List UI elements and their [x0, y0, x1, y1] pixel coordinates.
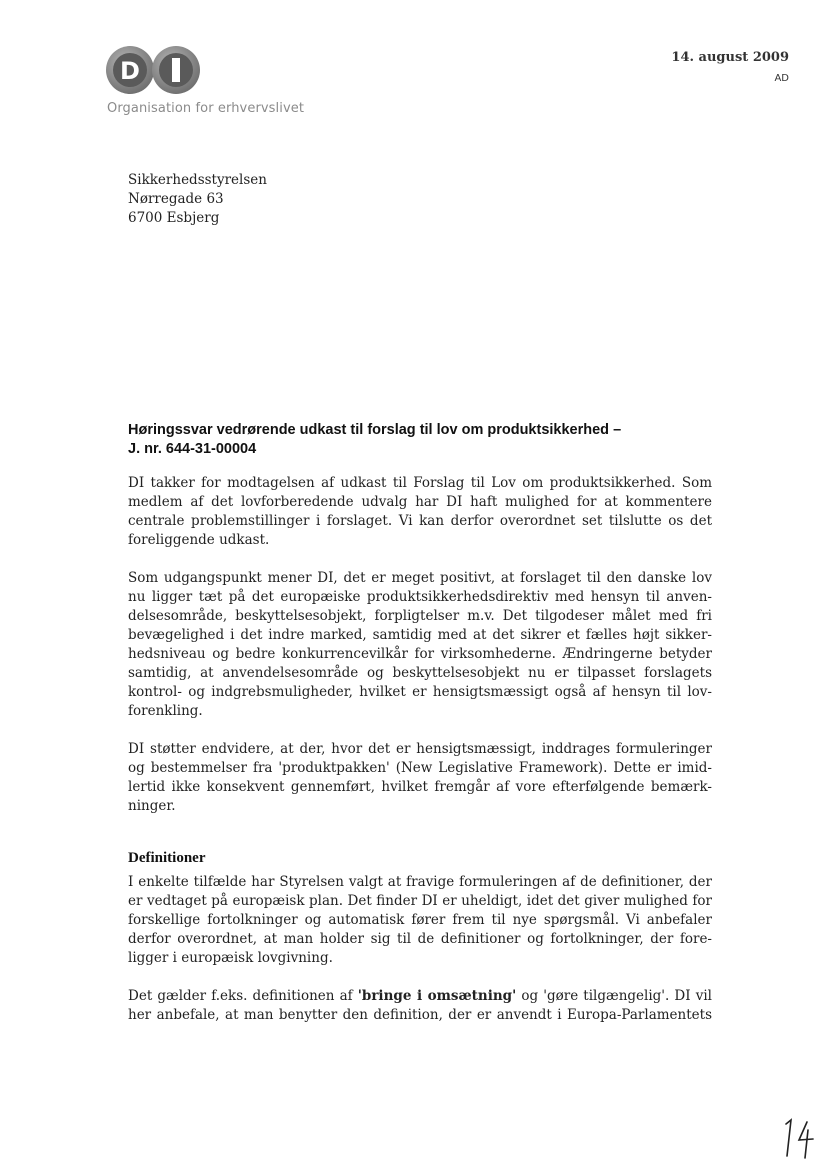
text-line: kontrol- og indgrebsmuligheder, hvilket er hensigtsmæssigt også af hensyn til lov- — [128, 684, 712, 700]
svg-text:D: D — [120, 57, 140, 85]
bold-term: 'bringe i omsætning' — [357, 988, 517, 1004]
section-heading: Definitioner — [128, 850, 206, 866]
text-segment: og 'gøre tilgængelig'. DI vil — [516, 988, 712, 1004]
text-line: forskellige fortolkninger og automatisk fører frem til nye spørgsmål. Vi anbefaler — [128, 912, 712, 928]
text-line: forenkling. — [128, 703, 203, 719]
text-line: DI takker for modtagelsen af udkast til Forslag til Lov om produktsikkerhed. Som — [128, 475, 712, 491]
text-line: centrale problemstillinger i forslaget. Vi kan derfor overordnet set tilslutte os det — [128, 513, 712, 529]
text-line: delsesområde, beskyttelsesobjekt, forpligtelser m.v. Det tilgodeser målet med fri — [128, 608, 712, 624]
author-initials: AD — [774, 73, 789, 84]
text-line: og bestemmelser fra 'produktpakken' (New Legislative Framework). Dette er imid- — [128, 760, 712, 776]
text-line: DI støtter endvidere, at der, hvor det er hensigtsmæssigt, inddrages formuleringer — [128, 741, 712, 757]
text-line — [128, 987, 712, 1006]
address-line: 6700 Esbjerg — [128, 210, 220, 226]
text-line: bevægelighed i det indre marked, samtidig med at det sikrer et fælles højt sikker- — [128, 627, 712, 643]
text-line: ninger. — [128, 798, 176, 814]
paragraph-support — [128, 740, 712, 816]
di-logo — [104, 44, 204, 96]
handwritten-number-graphic — [781, 1116, 817, 1160]
text-line: lertid ikke konsekvent gennemført, hvilket fremgår af vore efterfølgende bemærk- — [128, 779, 712, 795]
paragraph-example — [128, 987, 712, 1025]
organization-name: Organisation for erhvervslivet — [107, 101, 305, 116]
text-segment: Det gælder f.eks. definitionen af — [128, 988, 358, 1004]
text-line: hedsniveau og bedre konkurrencevilkår for virksomhederne. Ændringerne betyder — [128, 646, 712, 662]
document-date: 14. august 2009 — [671, 50, 789, 65]
text-line: Som udgangspunkt mener DI, det er meget positivt, at forslaget til den danske lov — [128, 570, 712, 586]
text-line: nu ligger tæt på det europæiske produktsikkerhedsdirektiv med hensyn til anven- — [128, 589, 712, 605]
letter-body — [128, 421, 712, 1044]
paragraph-definitions — [128, 873, 712, 968]
text-line: samtidig, at anvendelsesområde og beskyttelsesobjekt nu er tilpasset forslagets — [128, 665, 712, 681]
subject-line: Høringssvar vedrørende udkast til forslag til lov om produktsikkerhed – — [128, 422, 622, 438]
text-line: I enkelte tilfælde har Styrelsen valgt at fravige formuleringen af de definitioner, der — [128, 874, 712, 890]
address-line: Sikkerhedsstyrelsen — [128, 172, 267, 188]
text-line: ligger i europæisk lovgivning. — [128, 950, 333, 966]
document-meta — [671, 50, 789, 84]
text-line: derfor overordnet, at man holder sig til de definitioner og fortolkninger, der fore- — [128, 931, 712, 947]
paragraph-intro — [128, 474, 712, 550]
subject-line: J. nr. 644-31-00004 — [128, 441, 257, 457]
subject-heading — [128, 421, 712, 459]
text-line: er vedtaget på europæisk plan. Det finder DI er uheldigt, idet det giver mulighed for — [128, 893, 712, 909]
text-line: medlem af det lovforberedende udvalg har DI haft mulighed for at kommentere — [128, 494, 712, 510]
paragraph-position — [128, 569, 712, 721]
address-line: Nørregade 63 — [128, 191, 224, 207]
di-logo-graphic — [104, 44, 204, 96]
text-line: her anbefale, at man benytter den definition, der er anvendt i Europa-Parlamentets — [128, 1007, 712, 1023]
handwritten-page-number — [781, 1116, 817, 1160]
text-line: foreliggende udkast. — [128, 532, 270, 548]
recipient-address — [128, 171, 267, 228]
